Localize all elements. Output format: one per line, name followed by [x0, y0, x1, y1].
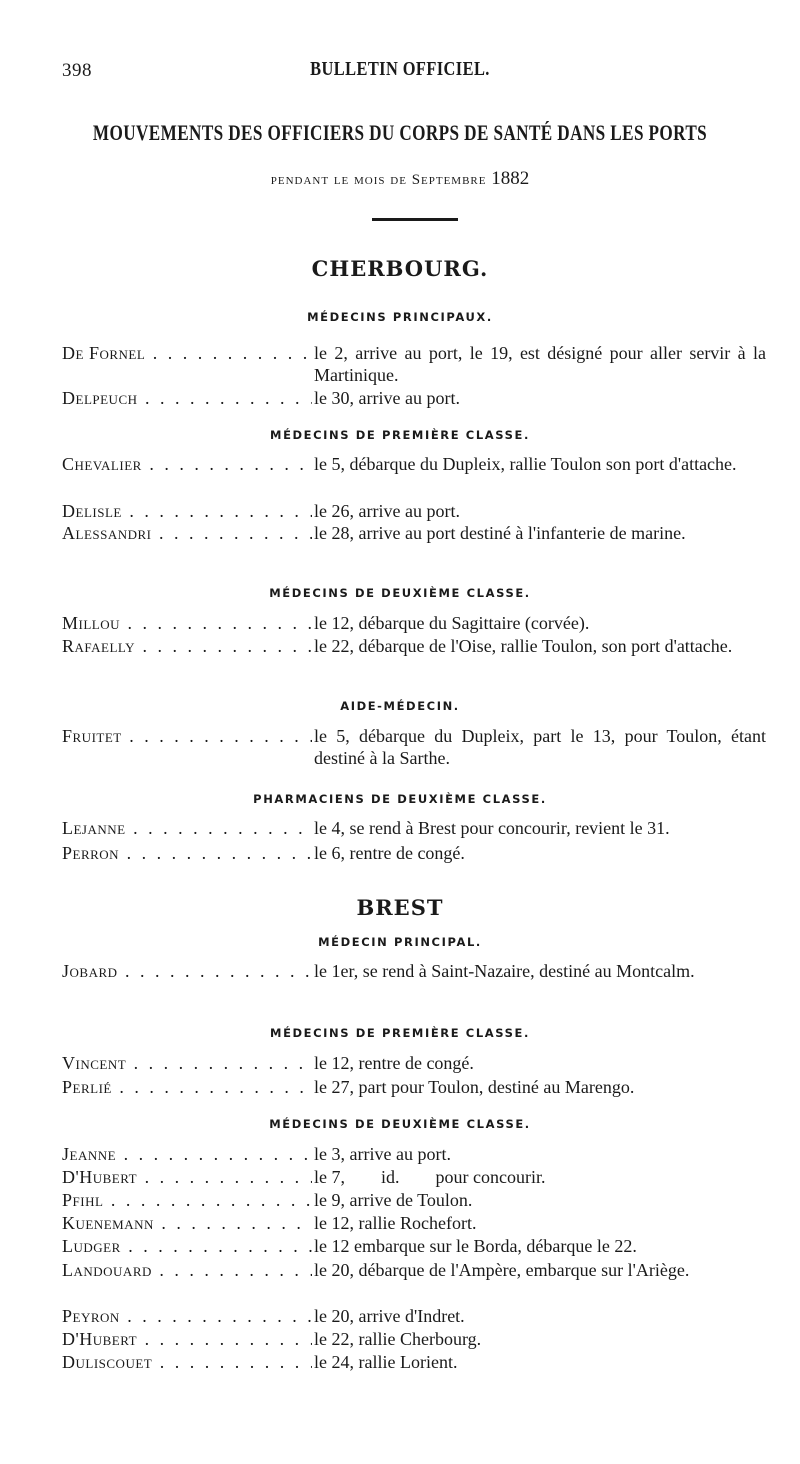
- main-title: MOUVEMENTS DES OFFICIERS DU CORPS DE SANTÉ DANS LES PORTS: [92, 120, 708, 145]
- officer-name: Jobard . . .: [62, 960, 312, 982]
- movement-text: le 22, débarque de l'Oise, rallie Toulon, son port d'attache.: [314, 636, 733, 656]
- officer-name: Vincent . . .: [62, 1052, 312, 1074]
- officer-name: Perlié . . .: [62, 1076, 312, 1098]
- movement-text: le 27, part pour Toulon, destiné au Marengo.: [314, 1077, 635, 1097]
- officer-name: Delpeuch . . .: [62, 387, 312, 409]
- grade-heading: AIDE-MÉDECIN.: [340, 699, 460, 713]
- movement-text: le 30, arrive au port.: [314, 388, 460, 408]
- officer-name: Lejanne . . .: [62, 817, 312, 839]
- officer-name: Millou . . .: [62, 612, 312, 634]
- officer-name: D'Hubert . . .: [62, 1328, 312, 1350]
- movement-text: le 12 embarque sur le Borda, débarque le 22.: [314, 1236, 637, 1256]
- officer-name: Jeanne . . .: [62, 1143, 312, 1165]
- officer-name: Kuenemann . . .: [62, 1212, 312, 1234]
- movement-text: le 20, débarque de l'Ampère, embarque sur l'Ariège.: [314, 1260, 690, 1280]
- port-heading-cherbourg: CHERBOURG.: [311, 256, 489, 281]
- movement-text: le 22, rallie Cherbourg.: [314, 1329, 482, 1349]
- movement-text: le 28, arrive au port destiné à l'infanterie de marine.: [314, 523, 686, 543]
- subtitle-year: 1882: [491, 168, 530, 189]
- grade-heading: MÉDECINS DE DEUXIÈME CLASSE.: [269, 1117, 531, 1131]
- movement-text: le 24, rallie Lorient.: [314, 1352, 458, 1372]
- subtitle-text: pendant le mois de Septembre: [270, 172, 487, 188]
- movement-text: le 1er, se rend à Saint-Nazaire, destiné au Montcalm.: [314, 961, 695, 981]
- movement-text: le 12, rentre de congé.: [314, 1053, 474, 1073]
- port-heading-brest: BREST: [356, 895, 444, 920]
- officer-name: Ludger . . .: [62, 1235, 312, 1257]
- officer-name: Perron . . .: [62, 842, 312, 864]
- movement-text: le 12, débarque du Sagittaire (corvée).: [314, 613, 590, 633]
- officer-name: Fruitet . . .: [62, 725, 312, 747]
- officer-name: Rafaelly . . .: [62, 635, 312, 657]
- grade-heading: MÉDECINS DE PREMIÈRE CLASSE.: [270, 428, 530, 442]
- grade-heading: MÉDECINS DE PREMIÈRE CLASSE.: [270, 1026, 530, 1040]
- movement-text: le 7, id. pour concourir.: [314, 1167, 546, 1187]
- officer-name: Delisle . . .: [62, 500, 312, 522]
- officer-name: D'Hubert . . .: [62, 1166, 312, 1188]
- officer-name: De Fornel . . .: [62, 342, 312, 364]
- officer-name: Landouard . . .: [62, 1259, 312, 1281]
- grade-heading: MÉDECIN PRINCIPAL.: [318, 935, 482, 949]
- movement-text: le 20, arrive d'Indret.: [314, 1306, 465, 1326]
- movement-text: le 5, débarque du Dupleix, part le 13, pour Toulon, étant destiné à la Sarthe.: [314, 726, 766, 768]
- grade-heading: MÉDECINS PRINCIPAUX.: [307, 310, 493, 324]
- movement-text: le 9, arrive de Toulon.: [314, 1190, 473, 1210]
- movement-text: le 4, se rend à Brest pour concourir, revient le 31.: [314, 818, 670, 838]
- officer-name: Chevalier . . .: [62, 453, 312, 475]
- movement-text: le 12, rallie Rochefort.: [314, 1213, 477, 1233]
- officer-name: Pfihl . . .: [62, 1189, 312, 1211]
- grade-heading: MÉDECINS DE DEUXIÈME CLASSE.: [269, 586, 531, 600]
- running-head: BULLETIN OFFICIEL.: [310, 58, 490, 80]
- officer-name: Peyron . . .: [62, 1305, 312, 1327]
- officer-name: Duliscouet . . .: [62, 1351, 312, 1373]
- subtitle: [0, 168, 800, 190]
- movement-text: le 26, arrive au port.: [314, 501, 460, 521]
- officer-name: Alessandri . . .: [62, 522, 312, 544]
- title-rule: [372, 218, 458, 221]
- movement-text: le 3, arrive au port.: [314, 1144, 451, 1164]
- movement-text: le 6, rentre de congé.: [314, 843, 465, 863]
- movement-text: le 5, débarque du Dupleix, rallie Toulon son port d'attache.: [314, 454, 737, 474]
- grade-heading: PHARMACIENS DE DEUXIÈME CLASSE.: [253, 792, 547, 806]
- page-number: 398: [62, 60, 92, 81]
- movement-text: le 2, arrive au port, le 19, est désigné pour aller servir à la Martinique.: [314, 343, 766, 385]
